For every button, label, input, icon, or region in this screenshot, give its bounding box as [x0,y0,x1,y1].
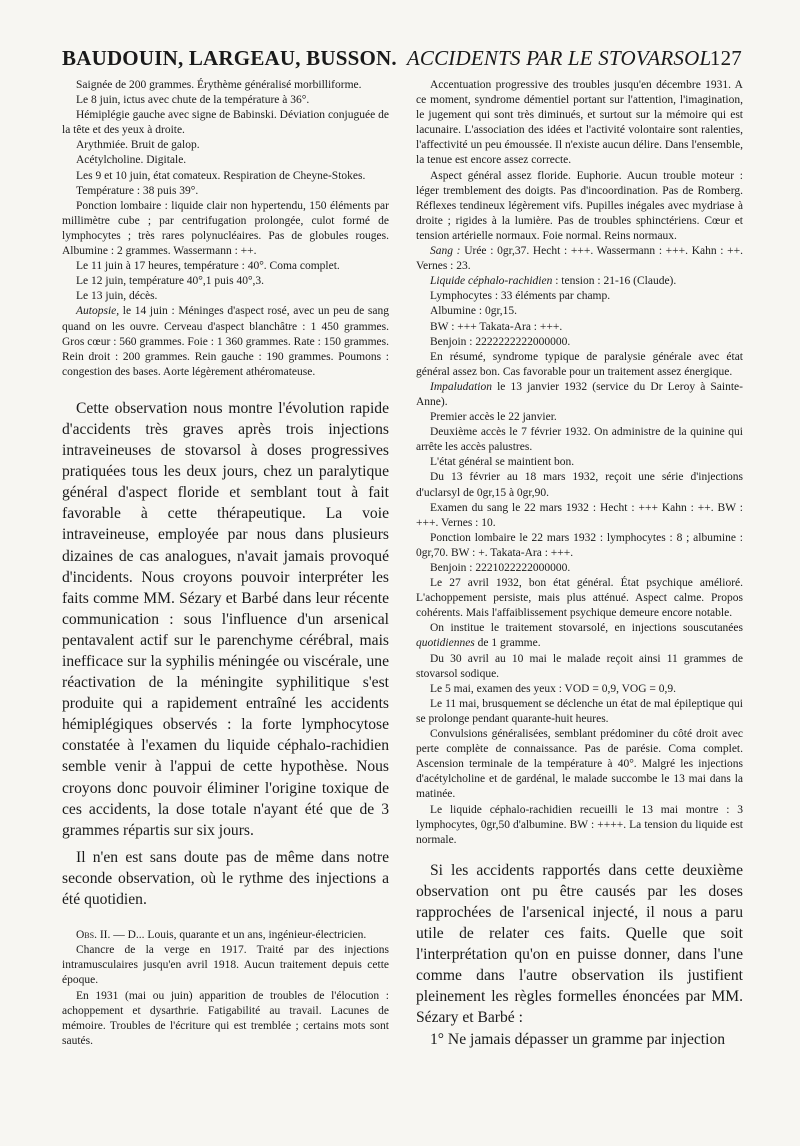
autopsy-label: Autopsie, [76,305,120,318]
case-note: Du 13 février au 18 mars 1932, reçoit une série d'injections d'uclarsyl de 0gr,15 à 0gr,90. [416,471,743,499]
case-note: Saignée de 200 grammes. Érythème généralisé morbilliforme. [76,79,362,91]
case-note: Les 9 et 10 juin, état comateux. Respiration de Cheyne-Stokes. [76,169,366,182]
case-note: Le 11 juin à 17 heures, température : 40°. Coma complet. [76,260,340,273]
case-note: Ponction lombaire le 22 mars 1932 : lymphocytes : 8 ; albumine : 0gr,70. BW : +. Takata-Ara : +++. [416,531,743,559]
observation-2-notes [62,928,389,1049]
case-note: En 1931 (mai ou juin) apparition de troubles de l'élocution : achoppement et dysarthrie. Fatigabilité au travail. Lacunes de mémoire. Troubles de l'écriture qui est tremblée ; certains mots sont sautés. [62,989,389,1047]
case-note: Ponction lombaire : liquide clair non hypertendu, 150 éléments par millimètre cube ; par centrifugation prolongée, culot formé de lymphocytes ; très rares polynucléaires. Pas de globules rouges. Albumine : 2 grammes. Wassermann : ++. [62,199,389,258]
impaludation-note [416,380,743,410]
left-column [62,78,389,1049]
case-note: Le liquide céphalo-rachidien recueilli le 13 mai montre : 3 lymphocytes, 0gr,50 d'albumine. BW : ++++. La tension du liquide est normale. [416,803,743,846]
case-note: Convulsions généralisées, semblant prédominer du côté droit avec perte complète de connaissance. Pas de parésie. Coma complet. Ascension terminale de la température à 40°. Malgré les injections d'acétylcholine et de gardénal, le malade succombe le 13 mai dans la matinée. [416,728,743,801]
case-note: Température : 38 puis 39°. [76,184,199,197]
stovarsol-text-start: On institue le traitement stovarsolé, en injections souscutanées [430,622,743,635]
csf-test [416,274,743,289]
case-note: Le 13 juin, décès. [76,290,158,303]
blood-label: Sang : [430,245,461,258]
running-header [62,44,742,72]
case-note: Du 30 avril au 10 mai le malade reçoit ainsi 11 grammes de stovarsol sodique. [416,652,743,680]
blood-test [416,244,743,274]
impaludation-text: le 13 janvier 1932 (service du Dr Leroy à Sainte-Anne). [416,380,743,408]
case-note: Lymphocytes : 33 éléments par champ. [430,290,611,303]
case-note: Benjoin : 2222222222000000. [430,335,571,348]
case-note: Examen du sang le 22 mars 1932 : Hecht : +++ Kahn : ++. BW : +++. Vernes : 10. [416,501,743,529]
case-note: Le 11 mai, brusquement se déclenche un état de mal épileptique qui se prolonge pendant quarante-huit heures. [416,697,743,725]
case-note: Le 5 mai, examen des yeux : VOD = 0,9, VOG = 0,9. [430,682,677,695]
case-note: L'état général se maintient bon. [430,456,575,469]
page-number: 127 [709,46,742,70]
rule-item: 1° Ne jamais dépasser un gramme par injection [430,1030,726,1048]
autopsy-text: le 14 juin : Méninges d'aspect rosé, avec un peu de sang quand on les ouvre. Cerveau d'aspect blanchâtre : 1 450 grammes. Gros cœur : 560 grammes. Foie : 1 360 grammes. Rate : 150 grammes. Rein droit : 200 grammes. Rein gauche : 190 grammes. Poumons : congestion des bases. Aorte légèrement athéromateuse. [62,305,389,378]
header-title: ACCIDENTS PAR LE STOVARSOL [406,46,712,70]
case-note: Premier accès le 22 janvier. [430,411,557,424]
summary-note: En résumé, syndrome typique de paralysie générale avec état général assez bon. Cas favorable pour un traitement assez énergique. [416,350,743,378]
right-column [416,78,743,1050]
commentary-paragraph: Il n'en est sans doute pas de même dans notre seconde observation, où le rythme des injections a été quotidien. [62,848,389,909]
case-note: Hémiplégie gauche avec signe de Babinski. Déviation conjuguée de la tête et des yeux à droite. [62,109,389,137]
csf-label: Liquide céphalo-rachidien [430,275,553,288]
blood-values: Urée : 0gr,37. Hecht : +++. Wassermann : +++. Kahn : ++. Vernes : 23. [416,245,743,273]
case-note: Deuxième accès le 7 février 1932. On administre de la quinine qui arrête les accès palustres. [416,426,743,454]
stovarsol-treatment-note [416,621,743,651]
commentary-paragraph: Si les accidents rapportés dans cette deuxième observation ont pu être causés par les doses rapprochées de l'arsenical injecté, il nous a paru utile de relater ces faits. Quelle que soit l'interprétation qu'on en puisse donner, dans l'une comme dans l'autre observation ils justifient pleinement les règles formelles énoncées par MM. Sézary et Barbé : [416,861,743,1027]
stovarsol-text-end: de 1 gramme. [474,637,541,650]
case-note: Benjoin : 2221022222000000. [430,562,571,574]
csf-values: : tension : 21-16 (Claude). [552,275,677,288]
case-note: Albumine : 0gr,15. [430,305,518,318]
commentary-paragraph: Cette observation nous montre l'évolution rapide d'accidents très graves après trois injections intraveineuses de stovarsol à doses progressives pratiquées tous les deux jours, chez un paralytique général d'aspect floride et semblant tout à fait favorable à cette thérapeutique. La voie intraveineuse, employée par nous dans plusieurs dizaines de cas analogues, n'avait jamais provoqué d'incidents. Nous croyons pouvoir interpréter les faits comme MM. Sézary et Barbé dans leur récente communication : sous l'influence d'un arsenical pentavalent actif sur le parenchyme cérébral, mais inefficace sur la syphilis méningée ou viscérale, une réactivation de la méningite syphilitique s'est produite qui a rapidement entraîné les accidents hémiplégiques observés : la forte lymphocytose constatée à l'examen du liquide céphalo-rachidien semble venir à l'appui de cette hypothèse. Nous croyons donc pouvoir éliminer l'origine toxique de ces accidents, la dose totale n'ayant été que de 3 grammes répartis sur six jours. [62,399,389,839]
case-note: Aspect général assez floride. Euphorie. Aucun trouble moteur : léger tremblement des doigts. Pas d'incoordination. Pas de Romberg. Réflexes tendineux légèrement vifs. Pupilles inégales avec mydriase à droite ; rigides à la lumière. Pas de troubles sphinctériens. Cœur et tension artérielle normaux. Foie normal. Reins normaux. [416,169,743,242]
impaludation-label: Impaludation [430,380,492,393]
case-note: Acétylcholine. Digitale. [76,154,187,167]
case-note: Accentuation progressive des troubles jusqu'en décembre 1931. A ce moment, syndrome démentiel portant sur l'attention, l'imagination, le jugement qui sont très diminués, et surtout sur la mémoire qui est lacunaire. L'association des idées et l'activité volontaire sont ralenties, l'affectivité un peu émoussée. Il n'existe aucun délire. Dans l'ensemble, la tenue est encore assez correcte. [416,79,743,167]
case-note: Le 8 juin, ictus avec chute de la température à 36°. [76,94,310,107]
case-1-notes [62,78,389,380]
case-note: Le 12 juin, température 40°,1 puis 40°,3. [76,275,265,288]
observation-label: Obs. II. [76,929,111,942]
autopsy-paragraph [62,304,389,379]
case-note: Le 27 avril 1932, bon état général. État psychique amélioré. L'achoppement persiste, mais plus atténué. Aspect calme. Propos cohérents. Mais l'affaiblissement psychique demeure encore notable. [416,577,743,620]
observation-heading [62,928,389,943]
header-authors: BAUDOUIN, LARGEAU, BUSSON. [62,46,397,70]
stovarsol-frequency: quotidiennes [416,637,475,650]
observation-subject: — D... Louis, quarante et un ans, ingénieur-électricien. [110,929,367,942]
case-note: BW : +++ Takata-Ara : +++. [430,320,563,333]
case-note: Chancre de la verge en 1917. Traité par des injections intramusculaires jusqu'en avril 1918. Aucun traitement depuis cette époque. [62,944,389,987]
case-note: Arythmiée. Bruit de galop. [76,139,200,152]
